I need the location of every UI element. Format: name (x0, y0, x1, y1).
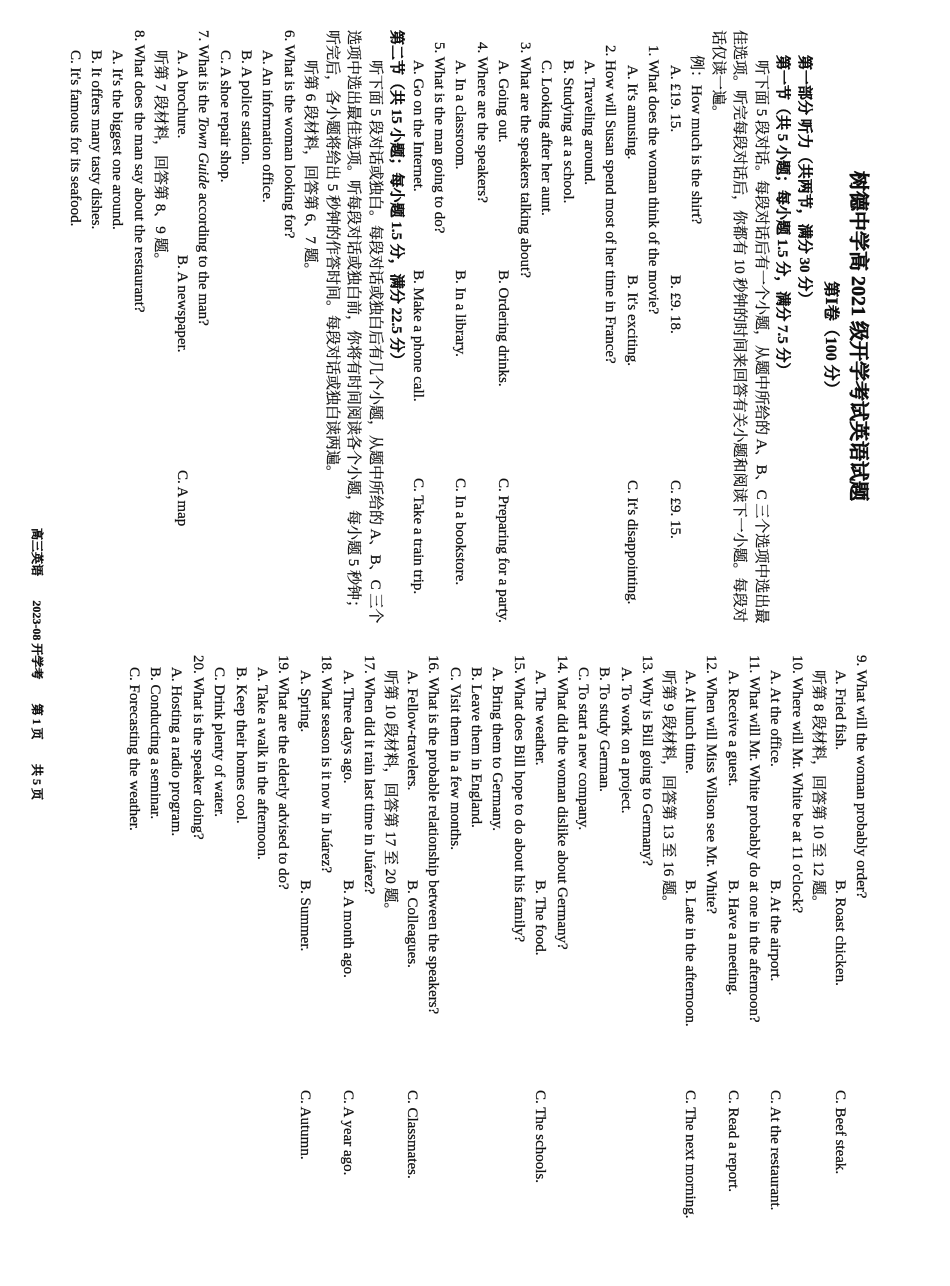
option: A. Fried fish. (831, 670, 848, 750)
option: A. £19. 15. (666, 65, 683, 133)
option: A. At lunch time. (681, 670, 698, 774)
question-options (721, 655, 742, 1255)
question-stem: 3. What are the speakers talking about? (516, 42, 533, 278)
left-column (63, 30, 872, 642)
question-options (449, 30, 470, 642)
option: C. It's disappointing. (623, 480, 640, 605)
option: C. Drink plenty of water. (211, 667, 228, 817)
option: A. Bring them to Germany. (489, 667, 506, 831)
question-stem: 15. What does Bill hope to do about his family? (510, 655, 527, 943)
question-stem: 5. What is the man going to do? (431, 42, 447, 234)
material-note: 听第 6 段材料，回答第 6、7 题。 (302, 60, 319, 278)
option: A. Traveling around. (581, 60, 598, 185)
option: B. Summer. (296, 880, 313, 952)
option: C. It's famous for its seafood. (66, 50, 83, 227)
instruction-line: 听下面 5 段对话。每段对话后有一个小题，从题中所给的 A、B、C 三个选项中选出最 (752, 60, 769, 624)
option: B. £9. 18. (666, 275, 683, 334)
question-options (170, 30, 191, 642)
option: B. It offers many tasty dishes. (88, 50, 104, 230)
option: A. Go on the Internet. (409, 60, 426, 192)
option: A. Three days ago. (339, 670, 356, 784)
question-stem: 17. When did it rain last time in Juárez? (361, 655, 378, 895)
material-note: 听第 8 段材料，回答第 10 至 12 题。 (810, 670, 827, 911)
option: A. At the office. (767, 670, 784, 767)
option: B. A month ago. (339, 880, 356, 978)
option: A. To work on a project. (617, 667, 634, 814)
question-stem: 10. Where will Mr. White be at 11 o'clock? (788, 655, 805, 914)
example-options (663, 30, 684, 642)
option: C. Take a train trip. (409, 478, 426, 595)
option: C. A map (173, 470, 190, 527)
question-stem: 11. What will Mr. White probably do at one in the afternoon? (746, 655, 763, 1023)
instruction-line: 听下面 5 段对话或独白。每段对话或独白后有几个小题，从题中所给的 A、B、C 三个 (366, 60, 383, 624)
option: A. It's amusing. (623, 65, 640, 160)
option: B. Late in the afternoon. (681, 880, 698, 1027)
option: C. To start a new company. (574, 667, 591, 831)
question-options (492, 30, 513, 642)
question-options (293, 655, 314, 1255)
option: C. Autumn. (296, 1090, 313, 1160)
option: B. Leave them in England. (467, 667, 484, 828)
instruction-line: 听完后，各小题将给出 5 秒钟的作答时间。每段对话或独白读两遍。 (323, 30, 340, 481)
question-options (400, 655, 421, 1255)
question-options (336, 655, 357, 1255)
option: B. It's exciting. (623, 275, 640, 367)
question-stem: 20. What is the speaker doing? (189, 655, 206, 840)
option: C. Preparing for a party. (495, 478, 512, 623)
question-stem: 8. What does the man say about the restaurant? (130, 30, 147, 313)
option: A. A brochure. (173, 50, 190, 139)
option: A. The weather. (532, 670, 549, 766)
option: B. A newspaper. (173, 255, 190, 353)
question-stem: 14. What did the woman dislike about Germany? (553, 655, 570, 950)
question-options (621, 30, 642, 642)
material-note: 听第 7 段材料，回答第 8、9 题。 (152, 50, 169, 268)
question-stem (192, 30, 213, 642)
option: A. Take a walk in the afternoon. (254, 667, 271, 860)
question-options (529, 655, 550, 1255)
footer-page-number: 第 1 页 (30, 703, 45, 740)
stem-text: according to the man? (195, 189, 212, 326)
footer-subject: 高三英语 (30, 528, 45, 577)
option: B. The food. (532, 880, 549, 956)
option: C. The next morning. (681, 1090, 698, 1219)
option: A. Receive a guest. (724, 670, 741, 787)
question-stem: 6. What is the woman looking for? (280, 30, 297, 239)
instruction-line: 话仅读一遍。 (709, 30, 726, 121)
option: C. Forecasting the weather. (125, 667, 142, 831)
option: B. To study German. (596, 667, 613, 792)
question-stem: 13. Why is Bill going to Germany? (639, 655, 656, 866)
page-title: 树德中学高 2021 级开学考试英语试题 (847, 171, 869, 501)
option: A. An information office. (259, 50, 276, 203)
question-stem: 19. What are the elderly advised to do? (275, 655, 292, 890)
option: B. Roast chicken. (831, 880, 848, 986)
option: C. A year ago. (339, 1090, 356, 1176)
option: B. Have a meeting. (724, 880, 741, 996)
question-options (406, 30, 427, 642)
instruction-line: 选项中选出最佳选项。听每段对话或独白前，你将有时间阅读各个小题，每小题 5 秒钟； (345, 30, 362, 616)
page-footer (29, 528, 47, 800)
right-column (122, 655, 871, 1255)
question-options (678, 655, 699, 1255)
option: B. Studying at a school. (559, 60, 576, 204)
option: A. Fellow-travelers. (403, 670, 420, 791)
option: A. It's the biggest one around. (109, 50, 126, 230)
footer-page-total: 共 5 页 (30, 763, 45, 800)
option: B. Make a phone call. (409, 270, 426, 402)
question-stem: 12. When will Miss Wilson see Mr. White? (703, 655, 720, 914)
option: C. The schools. (532, 1090, 549, 1184)
question-options (764, 655, 785, 1255)
option: C. At the restaurant. (767, 1090, 784, 1211)
section-1-heading: 第一节（共 5 小题；每小题 1.5 分，满分 7.5 分） (774, 55, 790, 378)
option: B. Colleagues. (403, 880, 420, 968)
question-stem: 16. What is the probable relationship between the speakers? (425, 655, 442, 1015)
section-2-heading: 第二节（共 15 小题；每小题 1.5 分，满分 22.5 分） (388, 30, 405, 368)
option: C. Beef steak. (831, 1090, 848, 1175)
option: C. £9. 15. (666, 480, 683, 539)
question-options (828, 655, 849, 1255)
question-stem: 9. What will the woman probably order? (853, 655, 869, 899)
option: A. In a classroom. (452, 60, 469, 170)
option: B. Ordering drinks. (495, 270, 512, 387)
volume-heading: 第Ⅰ卷（100 分） (822, 281, 839, 397)
example-prompt: 例：How much is the shirt? (688, 55, 705, 225)
footer-exam: 2023-08 开学考 (30, 600, 45, 680)
option: C. Classmates. (403, 1090, 420, 1179)
option: C. Visit them in a few months. (446, 667, 463, 850)
option: A. Going out. (495, 60, 512, 143)
stem-italic-title: Town Guide (195, 116, 212, 190)
question-stem: 2. How will Susan spend most of her time in France? (602, 45, 619, 364)
material-note: 听第 9 段材料，回答第 13 至 16 题。 (660, 670, 677, 911)
option: B. At the airport. (767, 880, 784, 982)
option: C. Looking after her aunt. (538, 60, 555, 216)
option: B. Keep their homes cool. (232, 667, 249, 824)
part-heading: 第一部分 听力（共两节，满分 30 分） (796, 55, 812, 307)
option: C. In a bookstore. (452, 478, 469, 586)
option: B. In a library. (452, 270, 469, 357)
option: B. Conducting a seminar. (147, 667, 164, 820)
question-stem: 4. Where are the speakers? (473, 42, 490, 203)
stem-text: 7. What is the (195, 30, 212, 117)
question-stem: 18. What season is it now in Juárez? (318, 655, 335, 874)
option: C. Read a report. (724, 1090, 741, 1193)
option: C. A shoe repair shop. (216, 50, 233, 183)
option: A. Hosting a radio program. (168, 667, 185, 837)
material-note: 听第 10 段材料，回答第 17 至 20 题。 (382, 670, 399, 918)
question-stem: 1. What does the woman think of the movie? (645, 45, 662, 315)
instruction-line: 佳选项。听完每段对话后，你都有 10 秒钟的时间来回答有关小题和阅读下一小题。每段对 (731, 30, 748, 623)
option: A. Spring. (296, 670, 313, 733)
option: B. A police station. (238, 50, 255, 165)
